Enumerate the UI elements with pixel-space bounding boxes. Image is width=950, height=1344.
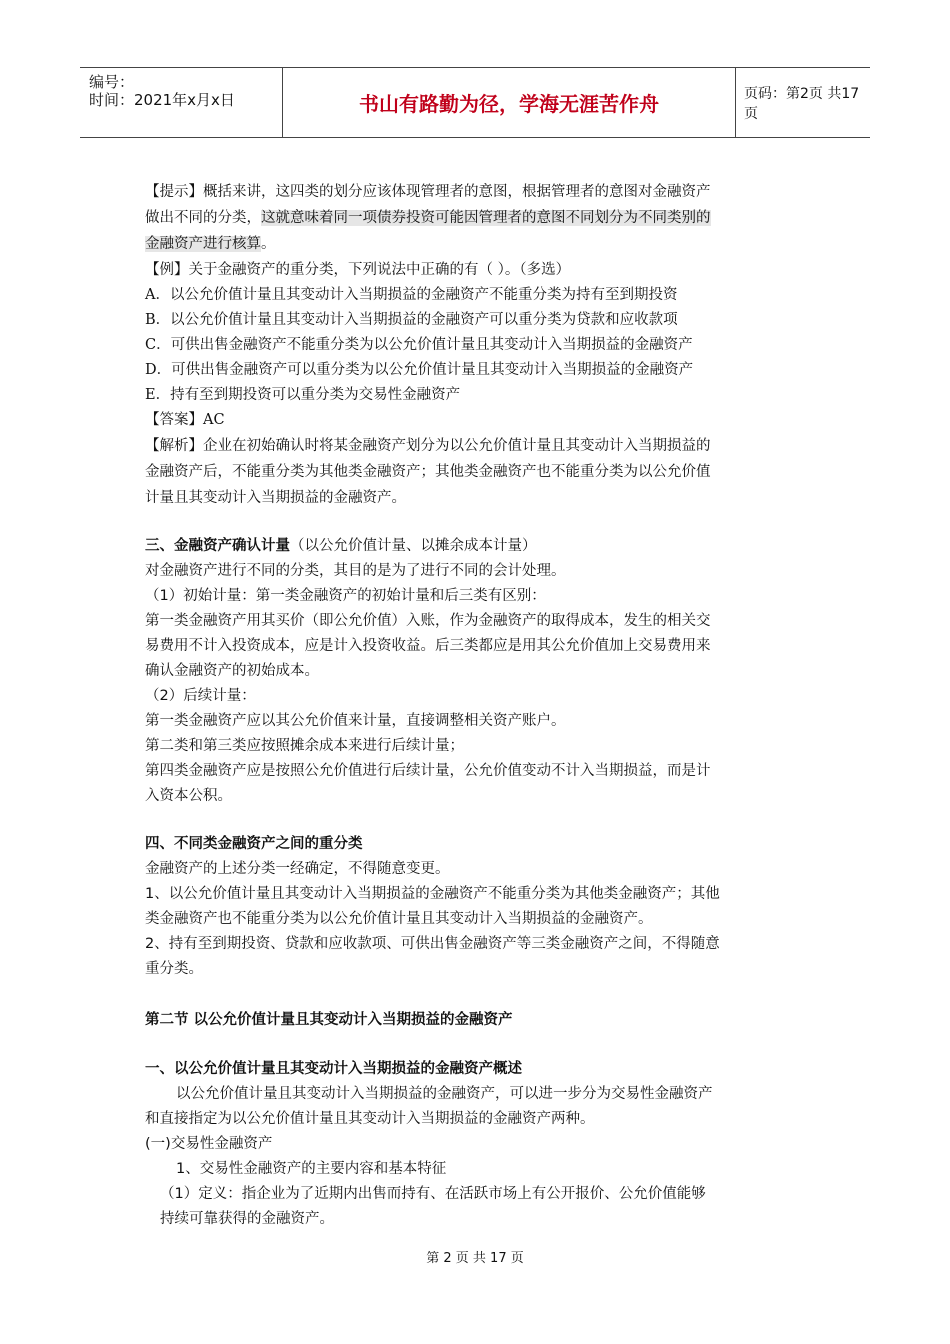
tip-line-1: 【提示】概括来讲，这四类的划分应该体现管理者的意图，根据管理者的意图对金融资产 <box>145 184 711 200</box>
section-3-p3-line-2: 易费用不计入投资成本，应是计入投资收益。后三类都应是用其公允价值加上交易费用来 <box>145 638 711 654</box>
analysis-line-3: 计量且其变动计入当期损益的金融资产。 <box>145 490 406 506</box>
subsection-1-title: 一、以公允价值计量且其变动计入当期损益的金融资产概述 <box>145 1061 522 1077</box>
option-b: B．以公允价值计量且其变动计入当期损益的金融资产可以重分类为贷款和应收款项 <box>145 312 678 328</box>
section-3-p7-line-2: 入资本公积。 <box>145 788 232 804</box>
time-label: 时间：2021年x月x日 <box>89 91 235 109</box>
section-3-p5: 第一类金融资产应以其公允价值来计量，直接调整相关资产账户。 <box>145 713 566 729</box>
example-question: 【例】关于金融资产的重分类，下列说法中正确的有（ ）。（多选） <box>145 262 571 278</box>
analysis-line-2: 金融资产后，不能重分类为其他类金融资产；其他类金融资产也不能重分类为以公允价值 <box>145 464 711 480</box>
tip-highlight-3: 金融资产进行核算 <box>145 236 261 252</box>
tip-highlight-2: 这就意味着同一项债券投资可能因管理者的意图不同划分为不同类别的 <box>261 210 711 226</box>
subsection-1-p4-line-1: （1）定义：指企业为了近期内出售而持有、在活跃市场上有公开报价、公允价值能够 <box>160 1186 706 1202</box>
option-c: C．可供出售金融资产不能重分类为以公允价值计量且其变动计入当期损益的金融资产 <box>145 337 693 353</box>
analysis-line-1: 【解析】企业在初始确认时将某金融资产划分为以公允价值计量且其变动计入当期损益的 <box>145 438 711 454</box>
section-3-p3-line-3: 确认金融资产的初始成本。 <box>145 663 319 679</box>
chapter-section-2-title: 第二节 以公允价值计量且其变动计入当期损益的金融资产 <box>145 1012 513 1028</box>
section-3-title <box>145 536 537 556</box>
section-3-p6: 第二类和第三类应按照摊余成本来进行后续计量； <box>145 738 464 754</box>
section-4-title: 四、不同类金融资产之间的重分类 <box>145 836 363 852</box>
number-label: 编号： <box>89 73 135 91</box>
section-3-p2: （1）初始计量：第一类金融资产的初始计量和后三类有区别： <box>145 588 546 604</box>
section-4-p1: 金融资产的上述分类一经确定，不得随意变更。 <box>145 861 450 877</box>
tip-line-2a: 做出不同的分类， <box>145 210 261 226</box>
section-3-title-rest: （以公允价值计量、以摊余成本计量） <box>290 538 537 554</box>
section-4-p2-line-2: 类金融资产也不能重分类为以公允价值计量且其变动计入当期损益的金融资产。 <box>145 911 653 927</box>
section-3-p7-line-1: 第四类金融资产应是按照公允价值进行后续计量，公允价值变动不计入当期损益，而是计 <box>145 763 711 779</box>
tip-line-3b: 。 <box>261 236 276 252</box>
subsection-1-p3: 1、交易性金融资产的主要内容和基本特征 <box>176 1161 447 1177</box>
option-d: D．可供出售金融资产可以重分类为以公允价值计量且其变动计入当期损益的金融资产 <box>145 362 694 378</box>
section-4-p2-line-1: 1、以公允价值计量且其变动计入当期损益的金融资产不能重分类为其他类金融资产；其他 <box>145 886 720 902</box>
section-3-p3-line-1: 第一类金融资产用其买价（即公允价值）入账，作为金融资产的取得成本，发生的相关交 <box>145 613 711 629</box>
answer: 【答案】AC <box>145 412 225 428</box>
tip-line-3 <box>145 234 276 254</box>
section-3-p4: （2）后续计量： <box>145 688 256 704</box>
header-motto: 书山有路勤为径，学海无涯苦作舟 <box>282 68 736 137</box>
section-3-p1: 对金融资产进行不同的分类，其目的是为了进行不同的会计处理。 <box>145 563 566 579</box>
option-e: E．持有至到期投资可以重分类为交易性金融资产 <box>145 387 461 403</box>
subsection-1-p1-line-2: 和直接指定为以公允价值计量且其变动计入当期损益的金融资产两种。 <box>145 1111 595 1127</box>
subsection-1-p1-line-1: 以公允价值计量且其变动计入当期损益的金融资产，可以进一步分为交易性金融资产 <box>176 1086 713 1102</box>
section-4-p3-line-1: 2、持有至到期投资、贷款和应收款项、可供出售金融资产等三类金融资产之间，不得随意 <box>145 936 720 952</box>
page-header <box>80 67 870 138</box>
section-4-p3-line-2: 重分类。 <box>145 961 203 977</box>
subsection-1-p4-line-2: 持续可靠获得的金融资产。 <box>160 1211 334 1227</box>
tip-line-2 <box>145 208 711 228</box>
section-3-title-bold: 三、金融资产确认计量 <box>145 538 290 554</box>
header-page-code: 页码：第2页 共17页 <box>744 85 860 122</box>
subsection-1-p2: (一)交易性金融资产 <box>145 1136 273 1152</box>
page-footer: 第 2 页 共 17 页 <box>426 1251 524 1266</box>
option-a: A．以公允价值计量且其变动计入当期损益的金融资产不能重分类为持有至到期投资 <box>145 287 678 303</box>
header-meta <box>80 68 280 137</box>
